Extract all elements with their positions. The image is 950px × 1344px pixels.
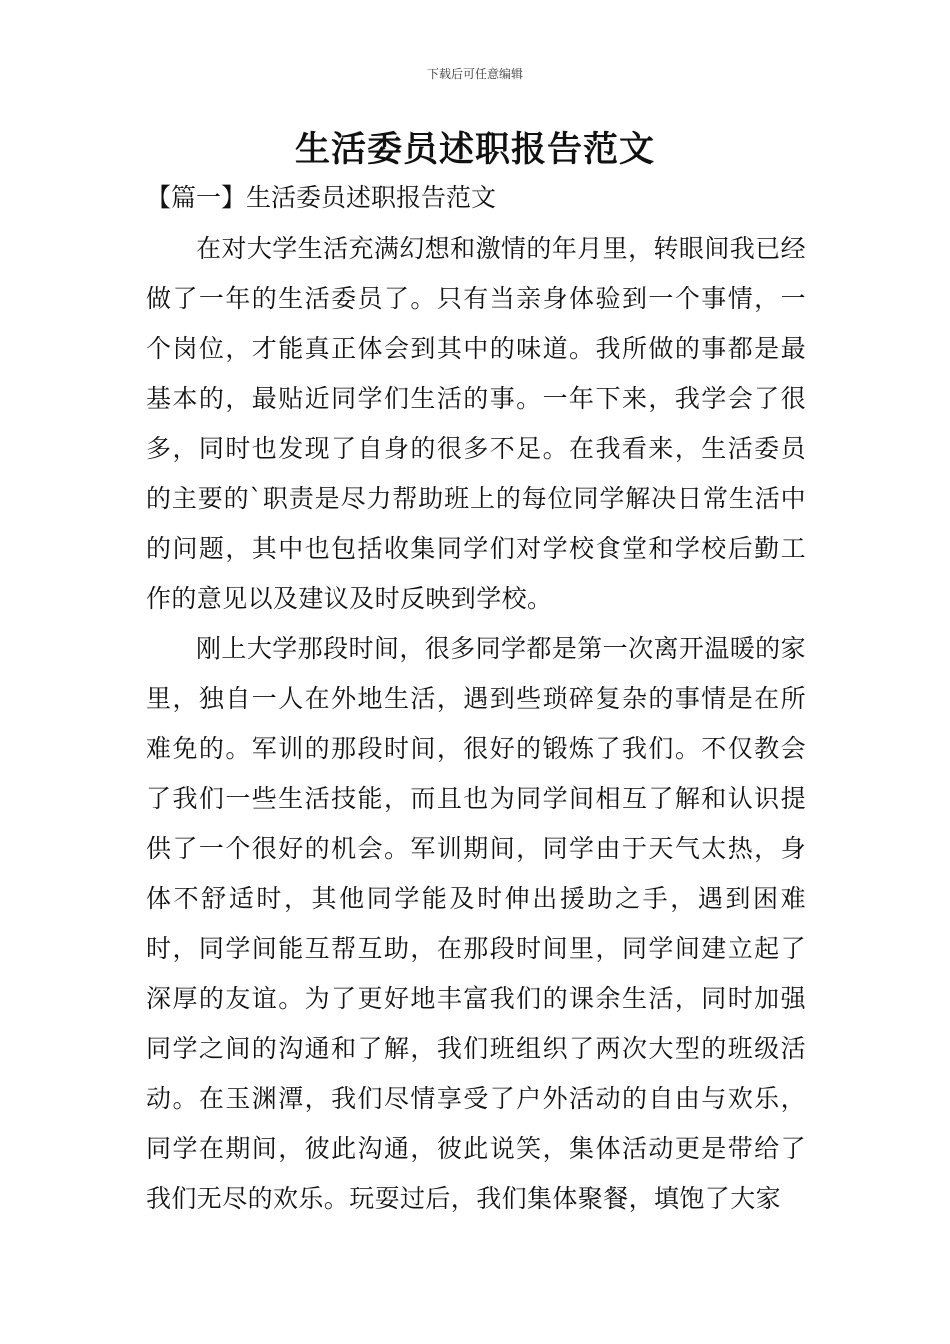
section-heading: 【篇一】生活委员述职报告范文 — [146, 183, 497, 212]
header-note: 下载后可任意编辑 — [426, 67, 523, 81]
document-body — [146, 224, 806, 1224]
document-title: 生活委员述职报告范文 — [294, 129, 655, 170]
paragraph-1: 在对大学生活充满幻想和激情的年月里，转眼间我已经做了一年的生活委员了。只有当亲身体验到一个事情，一个岗位，才能真正体会到其中的味道。我所做的事都是最基本的，最贴近同学们生活的事。一年下来，我学会了很多，同时也发现了自身的很多不足。在我看来，生活委员的主要的`职责是尽力帮助班上的每位同学解决日常生活中的问题，其中也包括收集同学们对学校食堂和学校后勤工作的意见以及建议及时反映到学校。 — [146, 234, 806, 613]
paragraph-2: 刚上大学那段时间，很多同学都是第一次离开温暖的家里，独自一人在外地生活，遇到些琐碎复杂的事情是在所难免的。军训的那段时间，很好的锻炼了我们。不仅教会了我们一些生活技能，而且也为同学间相互了解和认识提供了一个很好的机会。军训期间，同学由于天气太热，身体不舒适时，其他同学能及时伸出援助之手，遇到困难时，同学间能互帮互助，在那段时间里，同学间建立起了深厚的友谊。为了更好地丰富我们的课余生活，同时加强同学之间的沟通和了解，我们班组织了两次大型的班级活动。在玉渊潭，我们尽情享受了户外活动的自由与欢乐，同学在期间，彼此沟通，彼此说笑，集体活动更是带给了我们无尽的欢乐。玩耍过后，我们集体聚餐，填饱了大家 — [146, 634, 806, 1213]
